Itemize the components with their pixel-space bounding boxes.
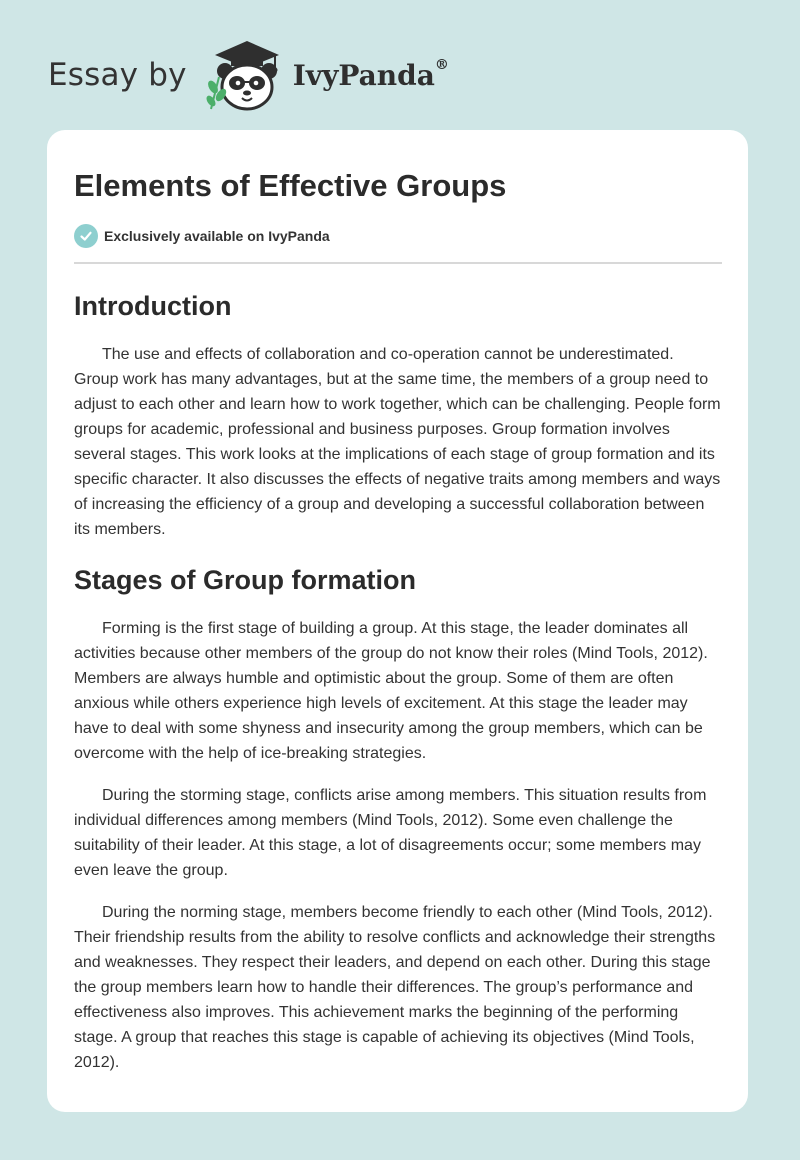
site-header — [48, 30, 449, 120]
paragraph: Forming is the first stage of building a group. At this stage, the leader dominates all activities because other members of the group do not know their roles (Mind Tools, 2012). Members are always humble and optimistic about the group. Some of them are often anxious while others experience high levels of excitement. At this stage the leader may have to deal with some shyness and insecurity among the group members, which can be overcome with the help of ice-breaking strategies. — [74, 620, 708, 762]
check-icon — [74, 224, 98, 248]
paragraph: During the storming stage, conflicts arise among members. This situation results from individual differences among members (Mind Tools, 2012). Some even challenge the suitability of their leader. At this stage, a lot of disagreements occur; some members may even leave the group. — [74, 787, 707, 879]
registered-mark: ® — [434, 56, 449, 73]
paragraph: The use and effects of collaboration and co-operation cannot be underestimated. Group work has many advantages, but at the same time, the members of a group need to adjust to each other and learn how to work together, which can be challenging. People form groups for academic, professional and business purposes. Group formation involves several stages. This work looks at the implications of each stage of group formation and its specific character. It also discusses the effects of negative traits among members and ways of increasing the efficiency of a group and developing a successful collaboration between its members. — [74, 346, 721, 538]
section-heading: Introduction — [74, 291, 232, 321]
brand-text: IvyPanda — [292, 58, 435, 92]
section-heading: Stages of Group formation — [74, 565, 417, 595]
essay-by-label: Essay by — [48, 57, 187, 93]
panda-logo-icon[interactable] — [201, 35, 287, 115]
essay-title: Elements of Effective Groups — [74, 168, 507, 203]
exclusive-badge — [74, 224, 722, 264]
exclusive-label: Exclusively available on IvyPanda — [104, 228, 330, 244]
brand-name[interactable] — [292, 56, 449, 92]
paragraph: During the norming stage, members become friendly to each other (Mind Tools, 2012). Their friendship results from the ability to resolve conflicts and acknowledge their strengths and weaknesses. They respect their leaders, and depend on each other. During this stage the group members learn how to handle their differences. The group’s performance and effectiveness also improves. This achievement marks the beginning of the performing stage. A group that reaches this stage is capable of achieving its objectives (Mind Tools, 2012). — [74, 904, 716, 1071]
essay-card — [47, 130, 748, 1112]
section-introduction — [74, 290, 722, 542]
section-stages — [74, 564, 722, 1075]
